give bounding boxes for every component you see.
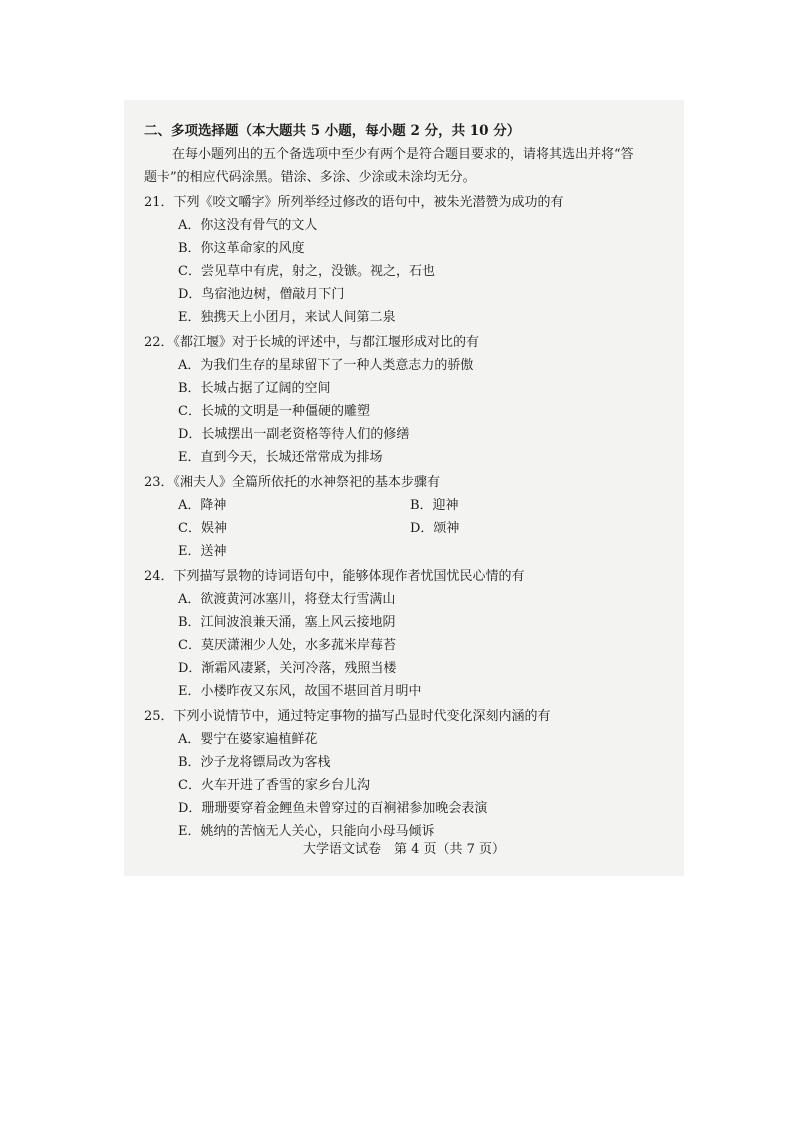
exam-content: [144, 120, 664, 843]
page-footer: 大学语文试卷 第 4 页（共 7 页）: [302, 842, 506, 857]
option-e: E．送神: [178, 544, 227, 559]
question-stem: 23．《湘夫人》全篇所依托的水神祭祀的基本步骤有: [144, 475, 441, 490]
question-22: [144, 331, 664, 469]
option-b: B．长城占据了辽阔的空间: [178, 381, 331, 396]
option-a: A．为我们生存的星球留下了一种人类意志力的骄傲: [178, 358, 474, 373]
section-instruction-line-1: 在每小题列出的五个备选项中至少有两个是符合题目要求的，请将其选出并将“答: [172, 147, 634, 162]
option-d: D．鸟宿池边树，僧敲月下门: [178, 287, 345, 302]
option-b: B．沙子龙将镖局改为客栈: [178, 755, 331, 770]
option-d: D．颂神: [410, 521, 460, 536]
option-c: C．火车开进了香雪的家乡台儿沟: [178, 778, 370, 793]
option-e: E．独携天上小团月，来试人间第二泉: [178, 310, 396, 325]
question-24: [144, 565, 664, 703]
option-b: B．江间波浪兼天涌，塞上风云接地阴: [178, 615, 396, 630]
section-title: 二、多项选择题（本大题共 5 小题，每小题 2 分，共 10 分）: [144, 123, 521, 139]
option-e: E．姚纳的苦恼无人关心，只能向小母马倾诉: [178, 824, 435, 839]
option-a: A．婴宁在婆家遍植鲜花: [178, 732, 318, 747]
question-23: [144, 471, 664, 563]
exam-page: [124, 100, 684, 876]
option-d: D．长城摆出一副老资格等待人们的修缮: [178, 427, 410, 442]
question-stem: 22．《都江堰》对于长城的评述中，与都江堰形成对比的有: [144, 335, 480, 350]
option-row: [144, 517, 664, 540]
section-instruction-line-2: 题卡”的相应代码涂黑。错涂、多涂、少涂或未涂均无分。: [144, 170, 476, 185]
option-c: C．莫厌潇湘少人处，水多菰米岸莓苔: [178, 638, 396, 653]
option-c: C．娱神: [178, 521, 227, 536]
option-d: D．珊珊要穿着金鲤鱼未曾穿过的百裥裙参加晚会表演: [178, 801, 488, 816]
question-21: [144, 191, 664, 329]
option-a: A．你这没有骨气的文人: [178, 218, 318, 233]
option-a: A．欲渡黄河冰塞川，将登太行雪满山: [178, 592, 396, 607]
question-stem: 25．下列小说情节中，通过特定事物的描写凸显时代变化深刻内涵的有: [144, 709, 551, 724]
option-row: [144, 494, 664, 517]
option-c: C．长城的文明是一种僵硬的雕塑: [178, 404, 370, 419]
option-b: B．迎神: [410, 498, 459, 513]
option-c: C．尝见草中有虎，射之，没镞。视之，石也: [178, 264, 435, 279]
option-a: A．降神: [178, 498, 227, 513]
option-d: D．渐霜风凄紧，关河冷落，残照当楼: [178, 661, 397, 676]
question-stem: 24．下列描写景物的诗词语句中，能够体现作者忧国忧民心情的有: [144, 569, 525, 584]
option-e: E．小楼昨夜又东风，故国不堪回首月明中: [178, 684, 422, 699]
question-stem: 21．下列《咬文嚼字》所列举经过修改的语句中，被朱光潜赞为成功的有: [144, 195, 564, 210]
option-e: E．直到今天，长城还常常成为排场: [178, 450, 383, 465]
option-b: B．你这革命家的风度: [178, 241, 305, 256]
question-25: [144, 705, 664, 843]
